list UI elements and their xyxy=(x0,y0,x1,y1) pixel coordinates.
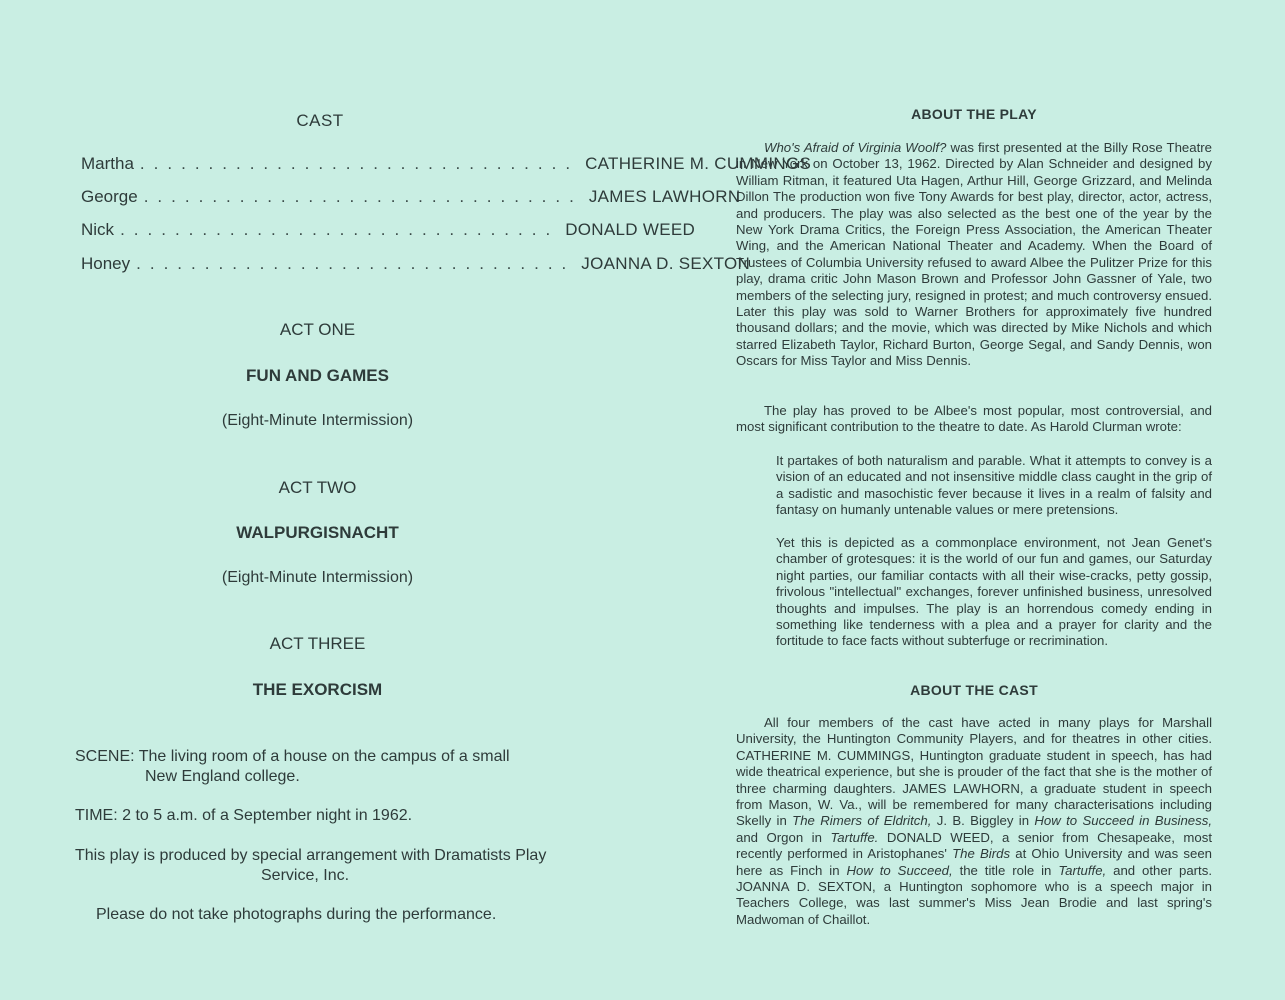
paragraph-text: All four members of the cast have acted in many plays for Marshall University, the Huntington Community Players, and for theatres in other cities. CATHERINE M. CUMMINGS, Huntington graduate student in speech, has had wide theatrical experience, but she is prouder of the fact that she is the mother of three charming daughters. JAMES LAWHORN, a graduate student in speech from Mason, W. Va., will be remembered for many characterisations including Skelly in xyxy=(736,715,1212,829)
cast-row xyxy=(81,254,751,274)
photo-notice: Please do not take photographs during the performance. xyxy=(96,906,497,923)
cast-actor: CATHERINE M. CUMMINGS xyxy=(585,154,812,173)
act-two-heading: ACT TWO xyxy=(278,478,357,497)
scene-line: New England college. xyxy=(145,768,300,785)
play-title: Who's Afraid of Virginia Woolf? xyxy=(764,140,947,155)
paragraph-text: J. B. Biggley in xyxy=(931,813,1035,829)
paragraph-text: the title role in xyxy=(952,862,1059,878)
act-three-heading: ACT THREE xyxy=(269,634,366,653)
paragraph-text: The play has proved to be Albee's most popular, most controversial, and most significant contribution to the theatre to date. As Harold Clurman wrote: xyxy=(736,403,1212,435)
play-title: Tartuffe. xyxy=(830,829,879,845)
play-title: The Rimers of Eldritch, xyxy=(792,813,932,829)
act-two-title: WALPURGISNACHT xyxy=(236,523,399,542)
rights-line: Service, Inc. xyxy=(261,867,350,884)
paragraph-text: and other parts. JOANNA D. SEXTON, a Huntington sophomore who is a speech major in Teachers College, was last summer's Miss Jean Brodie and last spring's Madwoman of Chaillot. xyxy=(736,862,1212,927)
play-title: How to Succeed, xyxy=(846,862,953,878)
cast-actor: JOANNA D. SEXTON xyxy=(581,254,751,273)
time-description: TIME: 2 to 5 a.m. of a September night in 1962. xyxy=(75,807,413,824)
dot-leader: ................................ xyxy=(136,254,576,273)
paragraph-text: and Orgon in xyxy=(736,829,831,845)
rights-notice xyxy=(75,846,595,886)
dot-leader: ................................ xyxy=(120,220,560,239)
paragraph-text: was first presented at the Billy Rose Theatre in New York on October 13, 1962. Directed by Alan Schneider and designed by William Ritman, it featured Uta Hagen, Arthur Hill, George Grizzard, and Melinda Dillon The production won five Tony Awards for best play, director, actor, actress, and producers. The play was also selected as the best one of the year by the New York Drama Critics, the Foreign Press Association, the American Theater Wing, and the American National Theater and Academy. When the Board of Trustees of Columbia University refused to award Albee the Pulitzer Prize for this play, drama critic John Mason Brown and Professor John Gassner of Yale, two members of the selecting jury, resigned in protest; and much controversy ensued. Later this play was sold to Warner Brothers for approximately five hundred thousand dollars; and the movie, which was directed by Mike Nichols and which starred Elizabeth Taylor, Richard Burton, George Segal, and Sandy Dennis, won Oscars for Miss Taylor and Miss Dennis. xyxy=(736,140,1212,369)
about-play-paragraph xyxy=(736,140,1212,370)
dot-leader: ................................ xyxy=(139,154,580,173)
cast-row xyxy=(81,187,741,207)
play-title: Tartuffe, xyxy=(1058,862,1107,878)
cast-role: Honey xyxy=(81,254,131,273)
cast-role: Nick xyxy=(81,220,115,239)
act-one-title: FUN AND GAMES xyxy=(246,366,389,385)
play-title: How to Succeed in Business, xyxy=(1034,813,1212,829)
paragraph-text: at Ohio University and was seen here as Finch in xyxy=(736,846,1212,878)
rights-line: This play is produced by special arrangement with Dramatists Play xyxy=(75,847,547,864)
cast-actor: DONALD WEED xyxy=(565,220,696,239)
dot-leader: ................................ xyxy=(143,187,583,206)
cast-row xyxy=(81,220,696,240)
intermission-note: (Eight-Minute Intermission) xyxy=(221,412,414,429)
scene-description xyxy=(75,747,595,787)
cast-row xyxy=(81,154,812,174)
paragraph-text: DONALD WEED, a senior from Chesapeake, most recently performed in Aristophanes' xyxy=(736,829,1212,862)
cast-role: George xyxy=(81,187,138,206)
cast-heading: CAST xyxy=(296,111,344,130)
act-three-title: THE EXORCISM xyxy=(252,680,383,699)
clurman-quote xyxy=(776,453,1212,519)
about-cast-paragraph xyxy=(736,715,1212,928)
play-title: The Birds xyxy=(952,846,1011,862)
about-play-heading: ABOUT THE PLAY xyxy=(911,106,1037,122)
intermission-note: (Eight-Minute Intermission) xyxy=(221,569,414,586)
about-play-paragraph xyxy=(736,403,1212,436)
scene-line: SCENE: The living room of a house on the campus of a small xyxy=(75,748,510,765)
cast-actor: JAMES LAWHORN xyxy=(588,187,741,206)
about-cast-heading: ABOUT THE CAST xyxy=(910,682,1038,698)
cast-role: Martha xyxy=(81,154,134,173)
act-one-heading: ACT ONE xyxy=(279,320,356,339)
clurman-quote xyxy=(776,535,1212,650)
quote-text: It partakes of both naturalism and parable. What it attempts to convey is a vision of an educated and not insensitive middle class caught in the grip of a sadistic and masochistic fever because it lives in a realm of falsity and fantasy on humanly untenable values or mere pretensions. xyxy=(776,453,1212,518)
quote-text: Yet this is depicted as a commonplace environment, not Jean Genet's chamber of grotesques: it is the world of our fun and games, our Saturday night parties, our familiar contacts with all their wise-cracks, petty gossip, frivolous "intellectual" exchanges, forever unfinished business, unresolved thoughts and impulses. The play is an horrendous comedy ending in something like tenderness with a plea and a prayer for clarity and the fortitude to face facts without subterfuge or recrimination. xyxy=(776,535,1212,649)
